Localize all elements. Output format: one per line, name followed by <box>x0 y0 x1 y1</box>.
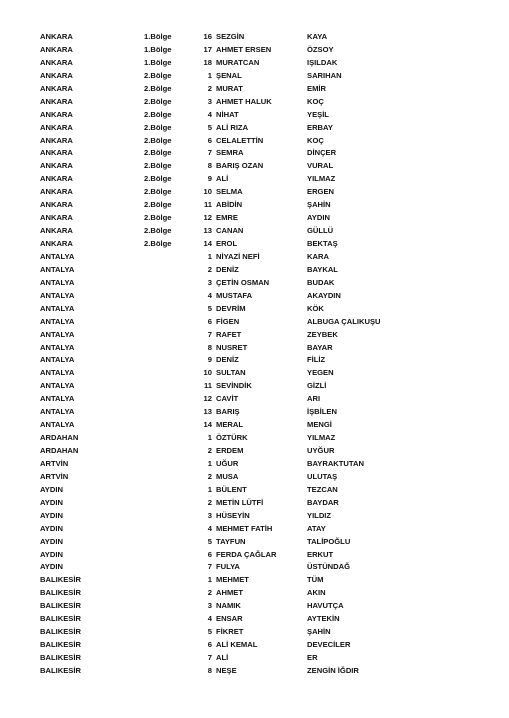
province-cell: ARTVİN <box>40 471 69 481</box>
first-name-cell: RAFET <box>216 329 242 339</box>
first-name-cell: MERAL <box>216 420 243 430</box>
first-name-cell: SEZGİN <box>216 32 245 41</box>
table-row <box>0 354 509 367</box>
last-name-cell: BAYKAL <box>307 264 338 274</box>
candidate-table <box>0 31 509 678</box>
province-cell: BALIKESİR <box>40 627 81 637</box>
first-name-cell: MUSA <box>216 471 239 481</box>
last-name-cell: VURAL <box>307 161 334 171</box>
district-cell: 2.Bölge <box>144 122 172 132</box>
rank-number-cell: 2 <box>207 497 212 507</box>
first-name-cell: UĞUR <box>216 458 239 468</box>
rank-number-cell: 9 <box>207 174 212 184</box>
first-name-cell: SELMA <box>216 187 243 197</box>
district-cell: 2.Bölge <box>144 83 172 93</box>
rank-number-cell: 1 <box>207 458 212 468</box>
table-row <box>0 626 509 639</box>
first-name-cell: MURAT <box>216 83 243 93</box>
province-cell: ARTVİN <box>40 458 69 468</box>
first-name-cell: FERDA ÇAĞLAR <box>216 549 277 559</box>
rank-number-cell: 4 <box>207 109 212 119</box>
table-row <box>0 419 509 432</box>
table-row <box>0 380 509 393</box>
rank-number-cell: 3 <box>207 601 212 611</box>
province-cell: AYDIN <box>40 497 63 507</box>
table-row <box>0 613 509 626</box>
first-name-cell: ALİ RIZA <box>216 122 249 132</box>
rank-number-cell: 16 <box>203 32 212 41</box>
last-name-cell: MENGİ <box>307 420 332 430</box>
table-row <box>0 497 509 510</box>
table-row <box>0 329 509 342</box>
rank-number-cell: 6 <box>207 135 212 145</box>
rank-number-cell: 5 <box>207 627 212 637</box>
table-row <box>0 160 509 173</box>
table-row <box>0 57 509 70</box>
rank-number-cell: 1 <box>207 70 212 80</box>
first-name-cell: BARIŞ OZAN <box>216 161 264 171</box>
last-name-cell: ŞAHİN <box>307 200 331 210</box>
table-row <box>0 135 509 148</box>
rank-number-cell: 2 <box>207 83 212 93</box>
province-cell: ANKARA <box>40 213 73 223</box>
first-name-cell: EMRE <box>216 213 238 223</box>
province-cell: ANKARA <box>40 109 73 119</box>
province-cell: AYDIN <box>40 536 63 546</box>
first-name-cell: MEHMET FATİH <box>216 523 273 533</box>
first-name-cell: CANAN <box>216 226 244 236</box>
last-name-cell: AYDIN <box>307 213 330 223</box>
last-name-cell: BAYRAKTUTAN <box>307 458 364 468</box>
table-row <box>0 199 509 212</box>
last-name-cell: DEVECİLER <box>307 640 351 650</box>
table-row <box>0 393 509 406</box>
rank-number-cell: 2 <box>207 471 212 481</box>
rank-number-cell: 5 <box>207 536 212 546</box>
province-cell: ANKARA <box>40 200 73 210</box>
last-name-cell: ERKUT <box>307 549 334 559</box>
table-row <box>0 122 509 135</box>
last-name-cell: HAVUTÇA <box>307 601 344 611</box>
table-row <box>0 342 509 355</box>
province-cell: ANTALYA <box>40 329 75 339</box>
rank-number-cell: 1 <box>207 433 212 443</box>
first-name-cell: DEVRİM <box>216 303 246 313</box>
rank-number-cell: 1 <box>207 484 212 494</box>
first-name-cell: NİYAZİ NEFİ <box>216 251 260 261</box>
province-cell: ANTALYA <box>40 251 75 261</box>
last-name-cell: GİZLİ <box>307 381 327 391</box>
province-cell: ANKARA <box>40 135 73 145</box>
province-cell: ANKARA <box>40 70 73 80</box>
last-name-cell: ZENGİN İĞDIR <box>307 665 359 675</box>
last-name-cell: TEZCAN <box>307 484 338 494</box>
last-name-cell: ZEYBEK <box>307 329 338 339</box>
province-cell: ANKARA <box>40 239 73 248</box>
first-name-cell: CAVİT <box>216 394 239 404</box>
table-row <box>0 639 509 652</box>
last-name-cell: ULUTAŞ <box>307 471 338 481</box>
table-row <box>0 83 509 96</box>
district-cell: 2.Bölge <box>144 174 172 184</box>
first-name-cell: BÜLENT <box>216 484 247 494</box>
rank-number-cell: 1 <box>207 251 212 261</box>
table-row <box>0 173 509 186</box>
province-cell: AYDIN <box>40 510 63 520</box>
rank-number-cell: 2 <box>207 588 212 598</box>
district-cell: 2.Bölge <box>144 70 172 80</box>
province-cell: AYDIN <box>40 484 63 494</box>
last-name-cell: SARIHAN <box>307 70 342 80</box>
last-name-cell: ERBAY <box>307 122 333 132</box>
first-name-cell: BARIŞ <box>216 407 240 417</box>
last-name-cell: IŞILDAK <box>307 57 338 67</box>
last-name-cell: ÜSTÜNDAĞ <box>307 562 351 572</box>
district-cell: 2.Bölge <box>144 239 172 248</box>
rank-number-cell: 12 <box>203 394 212 404</box>
rank-number-cell: 17 <box>203 44 212 54</box>
last-name-cell: BAYAR <box>307 342 333 352</box>
province-cell: ANKARA <box>40 32 73 41</box>
first-name-cell: ERDEM <box>216 446 244 455</box>
district-cell: 2.Bölge <box>144 161 172 171</box>
table-row <box>0 147 509 160</box>
last-name-cell: AKIN <box>307 588 326 598</box>
province-cell: ARDAHAN <box>40 446 79 455</box>
rank-number-cell: 11 <box>203 200 212 210</box>
last-name-cell: KÖK <box>307 303 324 313</box>
last-name-cell: ÖZSOY <box>307 44 334 54</box>
last-name-cell: ER <box>307 653 318 662</box>
first-name-cell: FİGEN <box>216 316 240 326</box>
table-row <box>0 251 509 264</box>
table-row <box>0 303 509 316</box>
table-row <box>0 264 509 277</box>
last-name-cell: EMİR <box>307 83 326 93</box>
province-cell: ANKARA <box>40 174 73 184</box>
province-cell: ANKARA <box>40 226 73 236</box>
province-cell: ANTALYA <box>40 355 75 365</box>
rank-number-cell: 3 <box>207 277 212 287</box>
rank-number-cell: 6 <box>207 640 212 650</box>
rank-number-cell: 7 <box>207 148 212 158</box>
district-cell: 1.Bölge <box>144 32 172 41</box>
rank-number-cell: 8 <box>207 665 212 675</box>
province-cell: BALIKESİR <box>40 653 81 662</box>
district-cell: 2.Bölge <box>144 200 172 210</box>
rank-number-cell: 4 <box>207 523 212 533</box>
rank-number-cell: 1 <box>207 575 212 585</box>
first-name-cell: NUSRET <box>216 342 248 352</box>
province-cell: BALIKESİR <box>40 601 81 611</box>
last-name-cell: UYĞUR <box>307 446 335 455</box>
table-row <box>0 600 509 613</box>
table-row <box>0 549 509 562</box>
province-cell: ANKARA <box>40 148 73 158</box>
district-cell: 2.Bölge <box>144 148 172 158</box>
last-name-cell: YILMAZ <box>307 174 336 184</box>
first-name-cell: SEMRA <box>216 148 244 158</box>
first-name-cell: ALİ <box>216 653 229 662</box>
rank-number-cell: 3 <box>207 510 212 520</box>
province-cell: ANTALYA <box>40 303 75 313</box>
first-name-cell: ÇETİN OSMAN <box>216 277 270 287</box>
province-cell: AYDIN <box>40 562 63 572</box>
first-name-cell: TAYFUN <box>216 536 246 546</box>
table-row <box>0 96 509 109</box>
table-row <box>0 406 509 419</box>
district-cell: 2.Bölge <box>144 213 172 223</box>
rank-number-cell: 4 <box>207 614 212 624</box>
last-name-cell: ATAY <box>307 523 326 533</box>
rank-number-cell: 5 <box>207 303 212 313</box>
first-name-cell: ÖZTÜRK <box>216 433 248 443</box>
rank-number-cell: 14 <box>203 420 212 430</box>
table-row <box>0 665 509 678</box>
table-row <box>0 238 509 251</box>
last-name-cell: BEKTAŞ <box>307 239 338 248</box>
last-name-cell: DİNÇER <box>307 148 337 158</box>
table-row <box>0 536 509 549</box>
rank-number-cell: 10 <box>203 368 212 378</box>
rank-number-cell: 11 <box>203 381 212 391</box>
table-row <box>0 277 509 290</box>
first-name-cell: AHMET <box>216 588 243 598</box>
table-row <box>0 561 509 574</box>
table-row <box>0 652 509 665</box>
province-cell: ANTALYA <box>40 381 75 391</box>
first-name-cell: ALİ <box>216 174 229 184</box>
rank-number-cell: 6 <box>207 316 212 326</box>
last-name-cell: ERGEN <box>307 187 335 197</box>
province-cell: BALIKESİR <box>40 665 81 675</box>
first-name-cell: NAMIK <box>216 601 241 611</box>
first-name-cell: NEŞE <box>216 665 237 675</box>
table-row <box>0 471 509 484</box>
first-name-cell: MEHMET <box>216 575 249 585</box>
table-row <box>0 109 509 122</box>
table-row <box>0 523 509 536</box>
rank-number-cell: 4 <box>207 290 212 300</box>
table-row <box>0 70 509 83</box>
last-name-cell: TÜM <box>307 575 324 585</box>
province-cell: ANKARA <box>40 187 73 197</box>
last-name-cell: ALBUGA ÇALIKUŞU <box>307 316 381 326</box>
rank-number-cell: 8 <box>207 161 212 171</box>
first-name-cell: AHMET ERSEN <box>216 44 272 54</box>
first-name-cell: METİN LÜTFİ <box>216 497 264 507</box>
first-name-cell: SULTAN <box>216 368 246 378</box>
table-row <box>0 212 509 225</box>
province-cell: ANKARA <box>40 96 73 106</box>
province-cell: ANTALYA <box>40 394 75 404</box>
rank-number-cell: 8 <box>207 342 212 352</box>
table-row <box>0 445 509 458</box>
last-name-cell: ARI <box>307 394 321 404</box>
district-cell: 1.Bölge <box>144 44 172 54</box>
rank-number-cell: 3 <box>207 96 212 106</box>
province-cell: ANKARA <box>40 57 73 67</box>
rank-number-cell: 7 <box>207 329 212 339</box>
rank-number-cell: 5 <box>207 122 212 132</box>
table-row <box>0 225 509 238</box>
province-cell: ANKARA <box>40 83 73 93</box>
last-name-cell: KOÇ <box>307 135 324 145</box>
last-name-cell: BUDAK <box>307 277 335 287</box>
last-name-cell: AYTEKİN <box>307 614 340 624</box>
first-name-cell: HÜSEYİN <box>216 510 250 520</box>
table-row <box>0 316 509 329</box>
first-name-cell: ŞENAL <box>216 70 242 80</box>
first-name-cell: MURATCAN <box>216 57 260 67</box>
district-cell: 2.Bölge <box>144 135 172 145</box>
province-cell: BALIKESİR <box>40 588 81 598</box>
table-row <box>0 31 509 44</box>
province-cell: AYDIN <box>40 523 63 533</box>
first-name-cell: ENSAR <box>216 614 243 624</box>
table-row <box>0 587 509 600</box>
rank-number-cell: 18 <box>203 57 212 67</box>
last-name-cell: AKAYDIN <box>307 290 341 300</box>
first-name-cell: NİHAT <box>216 109 239 119</box>
first-name-cell: DENİZ <box>216 264 239 274</box>
province-cell: ANTALYA <box>40 342 75 352</box>
last-name-cell: GÜLLÜ <box>307 226 334 236</box>
first-name-cell: DENİZ <box>216 355 239 365</box>
province-cell: ANTALYA <box>40 420 75 430</box>
rank-number-cell: 13 <box>203 407 212 417</box>
province-cell: AYDIN <box>40 549 63 559</box>
first-name-cell: AHMET HALUK <box>216 96 272 106</box>
district-cell: 2.Bölge <box>144 96 172 106</box>
rank-number-cell: 7 <box>207 653 212 662</box>
province-cell: ANKARA <box>40 122 73 132</box>
first-name-cell: ALİ KEMAL <box>216 640 258 650</box>
last-name-cell: KAYA <box>307 32 328 41</box>
province-cell: ANTALYA <box>40 264 75 274</box>
table-row <box>0 367 509 380</box>
province-cell: ANTALYA <box>40 368 75 378</box>
rank-number-cell: 2 <box>207 264 212 274</box>
table-row <box>0 432 509 445</box>
table-row <box>0 574 509 587</box>
rank-number-cell: 12 <box>203 213 212 223</box>
last-name-cell: YILMAZ <box>307 433 336 443</box>
last-name-cell: BAYDAR <box>307 497 339 507</box>
last-name-cell: YILDIZ <box>307 510 332 520</box>
last-name-cell: YEGEN <box>307 368 334 378</box>
table-row <box>0 290 509 303</box>
district-cell: 2.Bölge <box>144 109 172 119</box>
first-name-cell: SEVİNDİK <box>216 381 252 391</box>
first-name-cell: EROL <box>216 239 238 248</box>
rank-number-cell: 9 <box>207 355 212 365</box>
province-cell: ANTALYA <box>40 277 75 287</box>
province-cell: ANKARA <box>40 161 73 171</box>
rank-number-cell: 10 <box>203 187 212 197</box>
last-name-cell: KARA <box>307 251 329 261</box>
last-name-cell: ŞAHİN <box>307 627 331 637</box>
table-row <box>0 458 509 471</box>
rank-number-cell: 7 <box>207 562 212 572</box>
district-cell: 2.Bölge <box>144 187 172 197</box>
table-row <box>0 186 509 199</box>
last-name-cell: İŞBİLEN <box>307 407 337 417</box>
last-name-cell: TALİPOĞLU <box>307 536 351 546</box>
province-cell: ANTALYA <box>40 407 75 417</box>
province-cell: ANTALYA <box>40 316 75 326</box>
table-row <box>0 484 509 497</box>
first-name-cell: ABİDİN <box>216 200 243 210</box>
table-row <box>0 44 509 57</box>
last-name-cell: YEŞİL <box>307 109 329 119</box>
rank-number-cell: 14 <box>203 239 212 248</box>
province-cell: BALIKESİR <box>40 640 81 650</box>
rank-number-cell: 2 <box>207 446 212 455</box>
province-cell: ARDAHAN <box>40 433 79 443</box>
province-cell: BALIKESİR <box>40 614 81 624</box>
first-name-cell: FİKRET <box>216 627 244 637</box>
first-name-cell: FULYA <box>216 562 240 572</box>
rank-number-cell: 13 <box>203 226 212 236</box>
district-cell: 1.Bölge <box>144 57 172 67</box>
province-cell: ANKARA <box>40 44 73 54</box>
last-name-cell: KOÇ <box>307 96 324 106</box>
province-cell: ANTALYA <box>40 290 75 300</box>
first-name-cell: CELALETTİN <box>216 135 264 145</box>
province-cell: BALIKESİR <box>40 575 81 585</box>
district-cell: 2.Bölge <box>144 226 172 236</box>
rank-number-cell: 6 <box>207 549 212 559</box>
first-name-cell: MUSTAFA <box>216 290 253 300</box>
table-row <box>0 510 509 523</box>
last-name-cell: FİLİZ <box>307 355 326 365</box>
